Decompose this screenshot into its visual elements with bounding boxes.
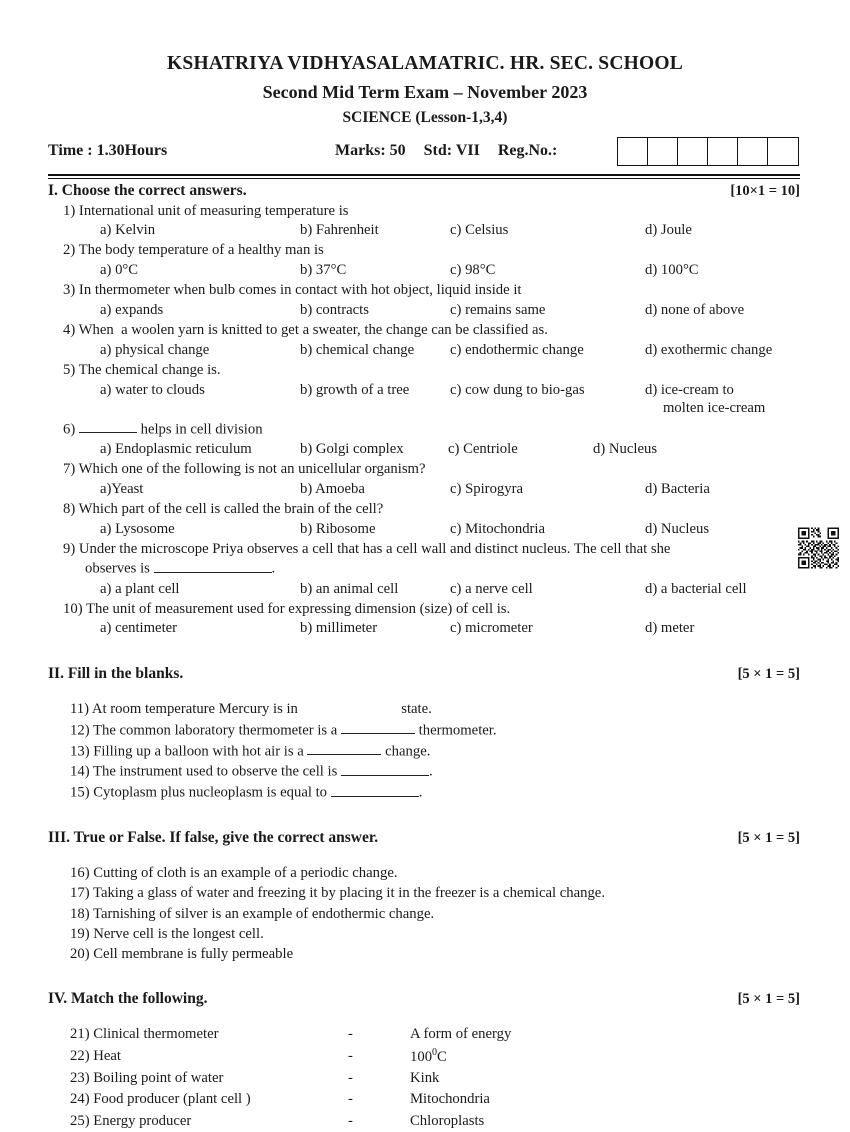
answer-blank-line[interactable] — [154, 558, 272, 573]
item-text: Cutting of cloth is an example of a periodic change. — [93, 864, 398, 881]
question-number: 10) — [63, 600, 86, 617]
question-text: 1) International unit of measuring temperature is — [63, 202, 349, 219]
item-number: 19) — [70, 925, 94, 942]
mcq-option-a[interactable]: a) Lysosome — [100, 520, 175, 537]
regno-input-boxes[interactable] — [617, 137, 799, 166]
question-text: 5) The chemical change is. — [63, 361, 221, 378]
mcq-option-c[interactable]: c) cow dung to bio-gas — [450, 381, 585, 398]
option-row — [48, 301, 800, 321]
mcq-option-a[interactable]: a) Endoplasmic reticulum — [100, 440, 252, 457]
section-heading-3 — [48, 829, 800, 847]
true-false-item — [48, 883, 800, 903]
mcq-option-b[interactable]: b) Amoeba — [300, 480, 365, 497]
section-heading-2 — [48, 665, 800, 683]
mcq-question — [48, 321, 800, 361]
mcq-question — [48, 500, 800, 540]
question-number: 6) — [63, 421, 79, 438]
answer-blank-line[interactable] — [341, 720, 415, 735]
match-left-item[interactable]: 21) Clinical thermometer — [70, 1026, 219, 1043]
mcq-option-c[interactable]: c) 98°C — [450, 262, 496, 279]
mcq-question — [48, 600, 800, 640]
answer-blank-line[interactable] — [307, 741, 381, 756]
mcq-option-d[interactable]: d) ice-cream to molten ice-cream — [645, 381, 766, 416]
regno-cell[interactable] — [768, 138, 798, 165]
mcq-option-b[interactable]: b) millimeter — [300, 620, 378, 637]
question-trailing-punct: . — [271, 560, 276, 577]
mcq-option-a[interactable]: a) centimeter — [100, 620, 178, 637]
mcq-option-c[interactable]: c) Celsius — [450, 222, 509, 239]
mcq-option-c[interactable]: c) a nerve cell — [450, 580, 533, 597]
option-row — [48, 381, 800, 419]
regno-cell[interactable] — [738, 138, 768, 165]
answer-blank-gap[interactable] — [302, 700, 398, 714]
option-row — [48, 520, 800, 540]
fill-blank-item: 13) Filling up a balloon with hot air is a change. — [48, 741, 800, 762]
true-false-list — [48, 863, 800, 964]
true-false-item — [48, 904, 800, 924]
marks-label: Marks: 50 — [335, 141, 406, 159]
item-number: 16) — [70, 864, 94, 881]
regno-cell[interactable] — [618, 138, 648, 165]
fill-blank-item: 12) The common laboratory thermometer is a thermometer. — [48, 720, 800, 741]
paper-header — [0, 0, 850, 128]
question-number: 9) — [63, 540, 79, 557]
item-number: 17) — [70, 885, 93, 902]
item-suffix-text: . — [418, 784, 423, 801]
std-label: Std: VII — [423, 141, 480, 159]
exam-meta-row — [0, 137, 850, 171]
option-row — [48, 341, 800, 361]
item-text: Nerve cell is the longest cell. — [93, 925, 264, 942]
item-number: 20) — [70, 946, 94, 963]
mcq-option-d[interactable]: d) Nucleus — [645, 520, 710, 537]
section-title-1: I. Choose the correct answers. — [48, 181, 247, 199]
match-dash: - — [348, 1047, 353, 1064]
item-number: 25) — [70, 1112, 94, 1129]
mcq-option-d[interactable]: d) meter — [645, 620, 695, 637]
mcq-option-a[interactable]: a) expands — [100, 301, 164, 318]
mcq-option-b[interactable]: b) Ribosome — [300, 520, 376, 537]
fill-blank-item: 15) Cytoplasm plus nucleoplasm is equal to . — [48, 782, 800, 803]
time-label: Time : 1.30Hours — [48, 141, 168, 159]
match-row — [48, 1024, 800, 1045]
subject-line: SCIENCE (Lesson-1,3,4) — [342, 109, 508, 127]
question-text: 9) Under the microscope Priya observes a cell that has a cell wall and distinct nucleus. The cell that she — [63, 540, 671, 557]
answer-blank-line[interactable] — [331, 782, 419, 797]
mcq-option-d[interactable]: d) 100°C — [645, 262, 699, 279]
mcq-question — [48, 241, 800, 281]
item-number: 12) — [70, 722, 93, 739]
mcq-question — [48, 540, 800, 600]
mcq-option-b[interactable]: b) chemical change — [300, 341, 415, 358]
match-row — [48, 1111, 800, 1132]
qr-code — [798, 524, 839, 572]
item-number: 18) — [70, 905, 93, 922]
match-row — [48, 1068, 800, 1089]
match-the-following-list — [48, 1024, 800, 1131]
mcq-option-b[interactable]: b) growth of a tree — [300, 381, 410, 398]
option-row — [48, 221, 800, 241]
question-subline: observes is . — [48, 558, 800, 578]
item-number: 22) — [70, 1047, 94, 1064]
mcq-option-a[interactable]: a) Kelvin — [100, 222, 156, 239]
question-text: 6) helps in cell division — [48, 419, 800, 439]
item-number: 24) — [70, 1091, 94, 1108]
mcq-option-d[interactable]: d) a bacterial cell — [645, 580, 747, 597]
item-number: 11) — [70, 701, 92, 718]
regno-cell[interactable] — [678, 138, 708, 165]
match-right-item[interactable]: $100^0C$ — [410, 1046, 447, 1065]
school-name: KSHATRIYA VIDHYASALAMATRIC. HR. SEC. SCHOOL — [167, 53, 683, 74]
item-suffix-text: . — [429, 763, 433, 780]
match-dash: - — [348, 1091, 353, 1108]
true-false-item — [48, 924, 800, 944]
match-left-item[interactable]: 22) Heat — [70, 1047, 121, 1064]
mcq-question-list — [48, 202, 800, 640]
section-marks-3: [5 × 1 = 5] — [737, 829, 800, 846]
mcq-option-c[interactable]: c) Spirogyra — [450, 480, 524, 497]
section-heading-4 — [48, 990, 800, 1008]
true-false-item — [48, 863, 800, 883]
question-number: 1) — [63, 202, 79, 219]
match-right-item[interactable]: Kink — [410, 1069, 440, 1086]
regno-cell[interactable] — [648, 138, 678, 165]
mcq-option-b[interactable]: b) Golgi complex — [300, 440, 404, 457]
mcq-option-b[interactable]: b) an animal cell — [300, 580, 399, 597]
mcq-option-c[interactable]: c) Centriole — [448, 440, 518, 457]
header-divider-rule — [48, 174, 800, 179]
mcq-option-a[interactable]: a) a plant cell — [100, 580, 180, 597]
question-text: 10) The unit of measurement used for expressing dimension (size) of cell is. — [63, 600, 511, 617]
item-number: 14) — [70, 763, 93, 780]
item-suffix-text: state. — [397, 701, 432, 718]
mcq-option-b[interactable]: b) contracts — [300, 301, 369, 318]
match-left-item[interactable]: 24) Food producer (plant cell ) — [70, 1091, 251, 1108]
mcq-question — [48, 419, 800, 460]
mcq-question — [48, 202, 800, 242]
fill-blank-item: 14) The instrument used to observe the cell is . — [48, 761, 800, 782]
question-text: 4) When a woolen yarn is knitted to get a sweater, the change can be classified as. — [63, 321, 548, 338]
answer-blank-line[interactable] — [341, 761, 429, 776]
question-text: 8) Which part of the cell is called the brain of the cell? — [63, 500, 384, 517]
mcq-option-a[interactable]: a) water to clouds — [100, 381, 205, 398]
section-marks-4: [5 × 1 = 5] — [737, 991, 800, 1008]
item-text: Tarnishing of silver is an example of endothermic change. — [93, 905, 435, 922]
option-row — [48, 580, 800, 600]
question-number: 7) — [63, 460, 79, 477]
question-trailing-punct: . — [544, 321, 548, 338]
regno-cell[interactable] — [708, 138, 738, 165]
mcq-option-d[interactable]: d) Nucleus — [593, 440, 658, 457]
section-title-2: II. Fill in the blanks. — [48, 665, 184, 683]
mcq-option-a[interactable]: a) 0°C — [100, 262, 139, 279]
mcq-option-d-line2[interactable]: molten ice-cream — [663, 399, 766, 416]
mcq-option-d[interactable]: d) Bacteria — [645, 480, 710, 497]
item-suffix-text: thermometer. — [414, 722, 497, 739]
question-number: 5) — [63, 361, 79, 378]
mcq-option-d[interactable]: d) exothermic change — [645, 341, 773, 358]
question-number: 2) — [63, 242, 79, 259]
item-number: 23) — [70, 1069, 94, 1086]
true-false-item — [48, 944, 800, 964]
item-suffix-text: change. — [381, 743, 431, 760]
mcq-question — [48, 281, 800, 321]
item-text: Cell membrane is fully permeable — [93, 946, 294, 963]
match-dash: - — [348, 1112, 353, 1129]
match-right-item[interactable]: A form of energy — [410, 1026, 512, 1043]
match-left-item[interactable]: 25) Energy producer — [70, 1112, 192, 1129]
mcq-option-c[interactable]: c) endothermic change — [450, 341, 584, 358]
match-right-item[interactable]: Chloroplasts — [410, 1112, 485, 1129]
option-row — [48, 480, 800, 500]
match-left-item[interactable]: 23) Boiling point of water — [70, 1069, 224, 1086]
mcq-option-c[interactable]: c) Mitochondria — [450, 520, 546, 537]
option-row — [48, 440, 800, 460]
question-text: 2) The body temperature of a healthy man is — [63, 242, 324, 259]
item-number: 13) — [70, 743, 94, 760]
exam-name: Second Mid Term Exam – November 2023 — [262, 82, 588, 102]
mcq-question — [48, 361, 800, 419]
section-title-3: III. True or False. If false, give the correct answer. — [48, 828, 379, 846]
mcq-option-d[interactable]: d) Joule — [645, 222, 692, 239]
mcq-option-d[interactable]: d) none of above — [645, 301, 745, 318]
question-number: 8) — [63, 500, 79, 517]
item-number: 21) — [70, 1026, 94, 1043]
option-row — [48, 619, 800, 639]
regno-label: Reg.No.: — [497, 141, 558, 159]
marks-std-regno-group — [335, 142, 557, 160]
mcq-option-a[interactable]: a)Yeast — [100, 480, 144, 497]
section-heading-1 — [48, 182, 800, 200]
item-number: 15) — [70, 784, 94, 801]
section-title-4: IV. Match the following. — [48, 990, 208, 1008]
match-right-item[interactable]: Mitochondria — [410, 1091, 490, 1108]
mcq-option-a[interactable]: a) physical change — [100, 341, 210, 358]
fill-blank-item: 11) At room temperature Mercury is in state. — [70, 701, 432, 718]
question-number: 4) — [63, 321, 79, 338]
item-text: Taking a glass of water and freezing it by placing it in the freezer is a chemical change. — [93, 885, 605, 902]
mcq-option-c[interactable]: c) remains same — [450, 301, 546, 318]
mcq-option-c[interactable]: c) micrometer — [450, 620, 533, 637]
section-marks-2: [5 × 1 = 5] — [737, 666, 800, 683]
degree-superscript: 0 — [432, 1046, 438, 1058]
section-marks-1: [10×1 = 10] — [730, 182, 800, 199]
mcq-question — [48, 460, 800, 500]
mcq-option-b[interactable]: b) 37°C — [300, 262, 347, 279]
answer-blank-line[interactable] — [79, 419, 137, 434]
option-row — [48, 261, 800, 281]
match-row — [48, 1046, 800, 1068]
mcq-option-b[interactable]: b) Fahrenheit — [300, 222, 379, 239]
match-dash: - — [348, 1026, 353, 1043]
question-trailing-punct: . — [216, 361, 221, 378]
question-text: 7) Which one of the following is not an unicellular organism? — [63, 460, 426, 477]
fill-in-blanks-list — [48, 699, 800, 802]
question-text: 3) In thermometer when bulb comes in contact with hot object, liquid inside it — [63, 282, 522, 299]
question-trailing-punct: . — [506, 600, 511, 617]
match-dash: - — [348, 1069, 353, 1086]
question-number: 3) — [63, 282, 79, 299]
